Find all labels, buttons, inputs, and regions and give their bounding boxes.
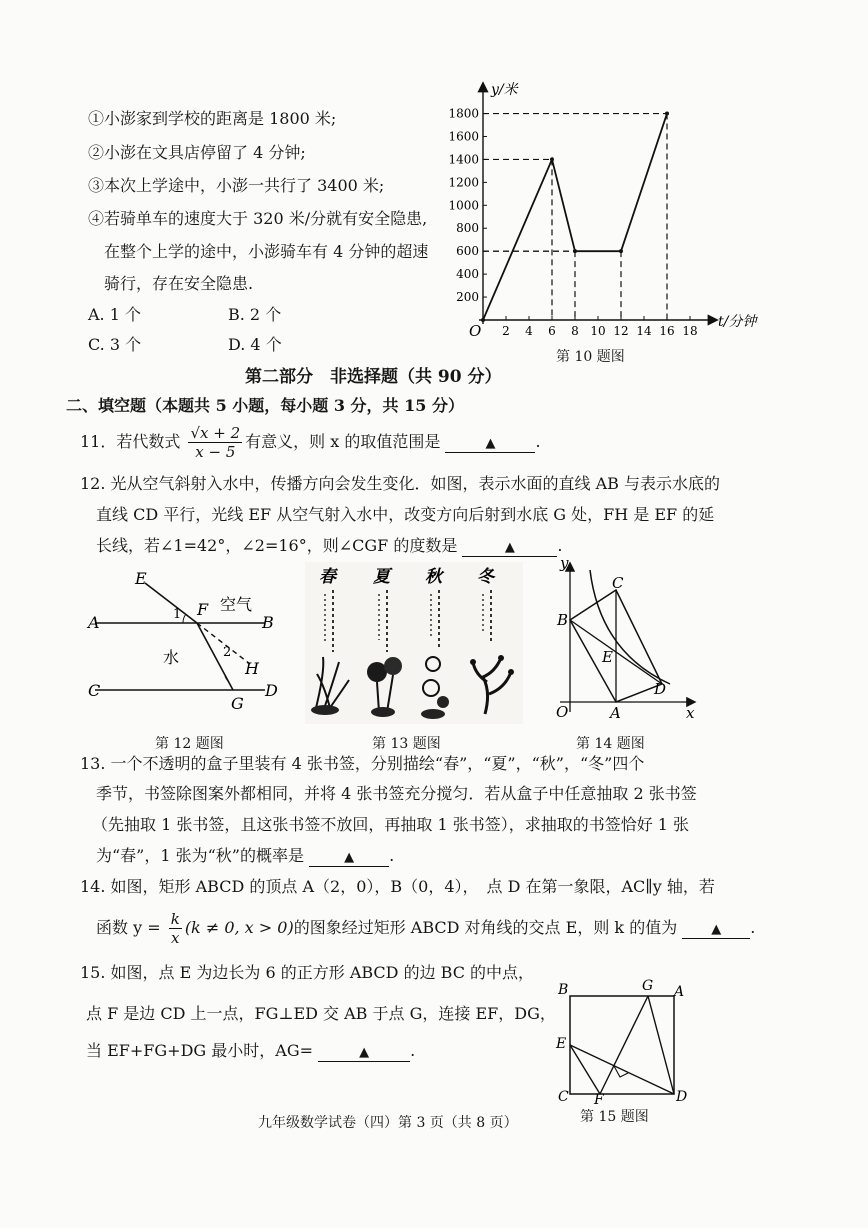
bookmark-autumn-title: 秋 [425,567,442,587]
x-tick-label: 10 [590,324,606,338]
q14-hyperbola [590,570,670,684]
q12-label-b: B [262,613,274,632]
q12-label-air: 空气 [220,595,253,614]
q14-fraction [169,910,182,947]
x-tick-label: 2 [502,324,510,338]
q12-label-e: E [135,569,147,588]
page-footer: 九年级数学试卷（四）第 3 页（共 8 页） [258,1115,518,1131]
q15-label-f: F [594,1092,604,1108]
q10-option-1: ①小澎家到学校的距离是 1800 米; [88,109,337,128]
q15-label-e: E [556,1036,567,1052]
q14-label-b: B [557,611,569,629]
q13-fig-caption: 第 13 题图 [372,736,441,752]
q14-line-1: 14. 如图，矩形 ABCD 的顶点 A（2，0），B（0，4）， 点 D 在第一象限，AC∥y 轴，若 [80,877,715,896]
q11-frac-den: x − 5 [195,443,236,461]
q10-option-2: ②小澎在文具店停留了 4 分钟; [88,143,306,162]
series-line-distance [483,114,667,320]
q13-answer-blank[interactable]: ▲ [309,850,389,867]
q11-answer-blank[interactable]: ▲ [445,436,535,453]
q15-answer-blank[interactable]: ▲ [318,1045,410,1062]
q11-end: . [535,432,541,451]
q14-frac-num: k [170,910,180,928]
q14-answer-blank[interactable]: ▲ [682,922,750,939]
x-tick-label: 16 [659,324,675,338]
q15-line-2: 点 F 是边 CD 上一点，FG⊥ED 交 AB 于点 G，连接 EF，DG， [86,1004,556,1023]
q15-segment-dg [648,996,674,1094]
q14-label-o: O [556,703,569,721]
q12-answer-blank[interactable]: ▲ [462,540,557,557]
q15-line-3-pre: 当 EF+FG+DG 最小时，AG= [86,1041,314,1060]
q14-label-y: y [560,554,569,572]
q10-choice-b: B. 2 个 [228,305,282,324]
bookmark-spring-title: 春 [319,567,336,587]
q12-label-angle-1: 1 [173,607,182,622]
q15-label-b: B [558,982,569,998]
q15-fig-caption: 第 15 题图 [580,1109,649,1125]
q12-line-3-pre: 长线，若∠1=42°，∠2=16°，则∠CGF 的度数是 [96,536,458,555]
q10-choice-d: D. 4 个 [228,335,282,354]
x-tick-label: 14 [636,324,652,338]
y-tick-label: 1200 [448,175,479,190]
q11-text [80,424,541,461]
q15-end: . [410,1041,416,1060]
y-tick-label: 800 [456,221,479,236]
y-tick-label: 1400 [448,152,479,167]
q14-label-e: E [602,648,613,666]
q12-fig-caption: 第 12 题图 [155,736,224,752]
q12-figure [85,568,285,718]
x-tick-label: 12 [613,324,629,338]
q11-number: 11． [80,432,117,451]
q14-figure [552,552,702,727]
y-tick-label: 600 [456,244,479,259]
q11-fraction [188,424,242,461]
q11-pre: 若代数式 [116,432,181,451]
q10-choice-c: C. 3 个 [88,335,142,354]
q12-line-3 [96,535,563,557]
y-axis-label: y/米 [491,82,518,98]
q15-label-d: D [676,1089,688,1105]
q10-choice-a: A. 1 个 [88,305,141,324]
q14-fig-caption: 第 14 题图 [576,736,645,752]
x-tick-label: 6 [548,324,556,338]
q12-label-h: H [245,659,259,678]
q12-label-angle-2: 2 [223,645,232,660]
q15-line-3 [86,1040,415,1062]
x-tick-label: 8 [571,324,579,338]
x-tick-label: 18 [682,324,698,338]
q15-label-a: A [674,984,685,1000]
data-point [550,157,554,161]
q13-line-4-pre: 为“春”，1 张为“秋”的概率是 [96,846,304,865]
y-tick-label: 200 [456,290,479,305]
origin-label: O [469,322,482,340]
q14-line-2 [96,910,755,947]
y-tick-label: 1800 [448,106,479,121]
q12-label-f: F [197,600,209,619]
data-point [481,318,485,322]
q11-post: 有意义，则 x 的取值范围是 [245,432,441,451]
q11-frac-num: √x + 2 [190,424,241,442]
y-tick-label: 400 [456,267,479,282]
q12-label-c: C [88,681,101,700]
q10-option-4-cont1: 在整个上学的途中，小澎骑车有 4 分钟的超速 [104,242,429,261]
q12-angle-g-arc [225,676,229,682]
q12-line-1: 12. 光从空气斜射入水中，传播方向会发生变化．如图，表示水面的直线 AB 与表示水底的 [80,474,721,493]
data-point [619,249,623,253]
q10-fig-caption: 第 10 题图 [556,349,625,365]
q14-frac-den: x [171,929,180,947]
x-axis-label: t/分钟 [718,314,757,330]
q12-label-g: G [231,694,244,713]
q14-label-a: A [610,704,621,722]
q15-label-c: C [558,1089,569,1105]
q15-line-1: 15. 如图，点 E 为边长为 6 的正方形 ABCD 的边 BC 的中点， [80,963,535,982]
q13-line-1: 13. 一个不透明的盒子里装有 4 张书签，分别描绘“春”，“夏”，“秋”，“冬”四个 [80,754,645,773]
q14-label-x: x [686,704,695,722]
q13-bookmarks-figure [305,562,523,724]
bookmark-summer-title: 夏 [373,567,390,587]
q12-label-a: A [88,613,100,632]
q10-distance-time-chart [440,76,770,366]
q14-line-2-mid: 的图象经过矩形 ABCD 对角线的交点 E，则 k 的值为 [293,918,678,937]
q12-line-2: 直线 CD 平行，光线 EF 从空气射入水中，改变方向后射到水底 G 处，FH 是 EF 的延 [96,505,715,524]
q14-label-d: D [654,680,667,698]
q15-figure [552,974,692,1108]
q12-angle-1-arc [183,614,186,623]
bookmark-winter-title: 冬 [477,567,494,587]
q14-end: . [750,918,756,937]
q15-square [570,996,674,1094]
q10-option-3: ③本次上学途中，小澎一共行了 3400 米; [88,176,385,195]
q14-label-c: C [612,574,624,592]
section-fill-in-heading: 二、填空题（本题共 5 小题，每小题 3 分，共 15 分） [66,396,464,415]
q10-option-4: ④若骑单车的速度大于 320 米/分就有安全隐患, [88,209,428,228]
q13-end: . [389,846,395,865]
data-point [573,249,577,253]
x-tick-label: 4 [525,324,533,338]
q12-label-d: D [265,681,278,700]
q12-label-water: 水 [163,648,180,667]
data-point [665,112,669,116]
y-tick-label: 1600 [448,129,479,144]
q13-line-4 [96,845,394,867]
q15-label-g: G [642,978,654,994]
q12-end: . [557,536,563,555]
q14-condition: (k ≠ 0, x > 0) [184,918,294,937]
q13-line-2: 季节，书签除图案外都相同，并将 4 张书签充分搅匀．若从盒子中任意抽取 2 张书签 [96,784,697,803]
q12-ray-ef [145,583,197,623]
q10-option-4-cont2: 骑行，存在安全隐患. [104,274,254,293]
q15-segment-fg [600,996,648,1094]
q14-line-2-pre: 函数 y = [96,918,161,937]
y-tick-label: 1000 [448,198,479,213]
part2-title: 第二部分 非选择题（共 90 分） [245,367,502,387]
q13-line-3: （先抽取 1 张书签，且这张书签不放回，再抽取 1 张书签），求抽取的书签恰好 1 张 [92,815,690,834]
